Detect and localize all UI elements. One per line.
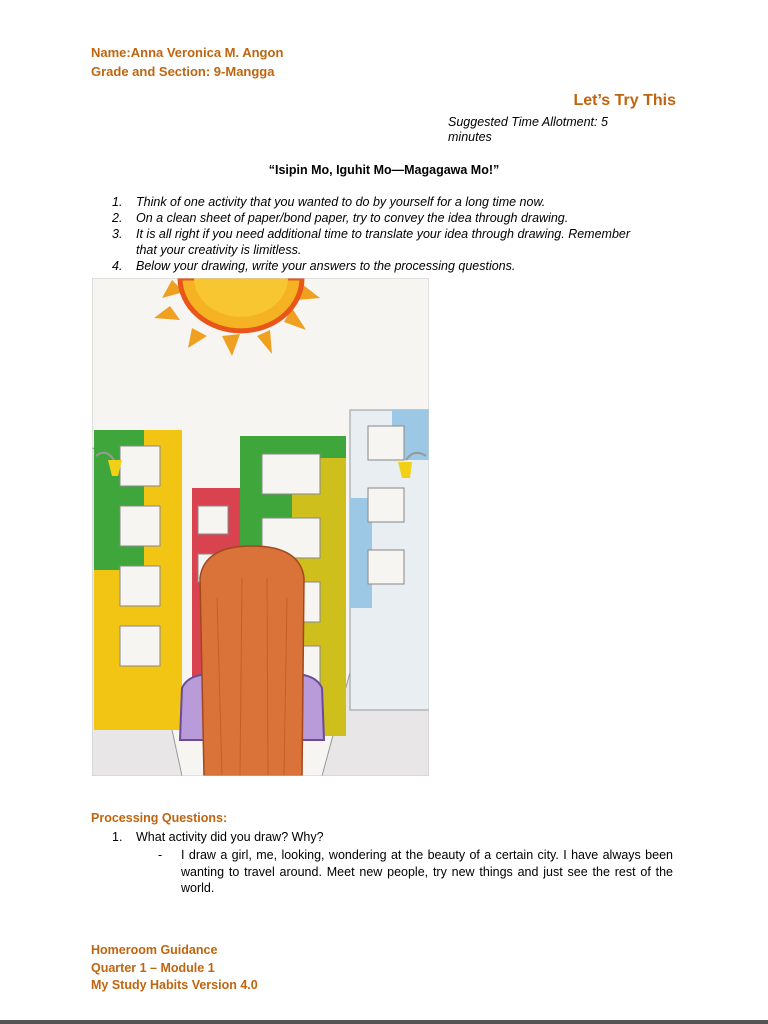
instruction-text: Below your drawing, write your answers to the processing questions.	[136, 259, 516, 273]
instruction-item	[112, 258, 632, 274]
student-name: Name:Anna Veronica M. Angon	[91, 45, 284, 60]
building-left	[94, 430, 182, 730]
processing-questions-heading: Processing Questions:	[91, 811, 228, 825]
question-number: 1.	[112, 830, 123, 844]
time-allotment: Suggested Time Allotment: 5 minutes	[448, 115, 608, 144]
instruction-number: 4.	[112, 259, 123, 273]
footer-line-1: Homeroom Guidance	[91, 943, 218, 957]
section-title: Let’s Try This	[573, 92, 676, 109]
question-1	[112, 830, 324, 844]
instruction-text: Think of one activity that you wanted to do by yourself for a long time now.	[136, 195, 546, 209]
instructions-list	[112, 194, 632, 274]
instruction-item	[112, 226, 632, 258]
activity-title: “Isipin Mo, Iguhit Mo—Magagawa Mo!”	[268, 163, 500, 177]
instruction-item	[112, 194, 632, 210]
footer-line-2: Quarter 1 – Module 1	[91, 961, 215, 975]
footer-line-3: My Study Habits Version 4.0	[91, 978, 258, 992]
instruction-item	[112, 210, 632, 226]
answer-1	[158, 847, 673, 897]
student-drawing	[92, 278, 429, 776]
instruction-text: It is all right if you need additional time to translate your idea through drawing. Remember that your creativity is limitless.	[136, 227, 631, 257]
instruction-text: On a clean sheet of paper/bond paper, try to convey the idea through drawing.	[136, 211, 569, 225]
question-text: What activity did you draw? Why?	[136, 830, 324, 844]
instruction-number: 3.	[112, 227, 123, 241]
building-right	[350, 410, 429, 710]
page-bottom-border	[0, 1020, 768, 1024]
answer-bullet: -	[158, 848, 163, 862]
instruction-number: 2.	[112, 211, 123, 225]
grade-section: Grade and Section: 9-Mangga	[91, 64, 275, 79]
answer-text: I draw a girl, me, looking, wondering at the beauty of a certain city. I have always been wanting to travel around. Meet new people, try new things and just see the rest of the world.	[181, 848, 673, 895]
instruction-number: 1.	[112, 195, 123, 209]
